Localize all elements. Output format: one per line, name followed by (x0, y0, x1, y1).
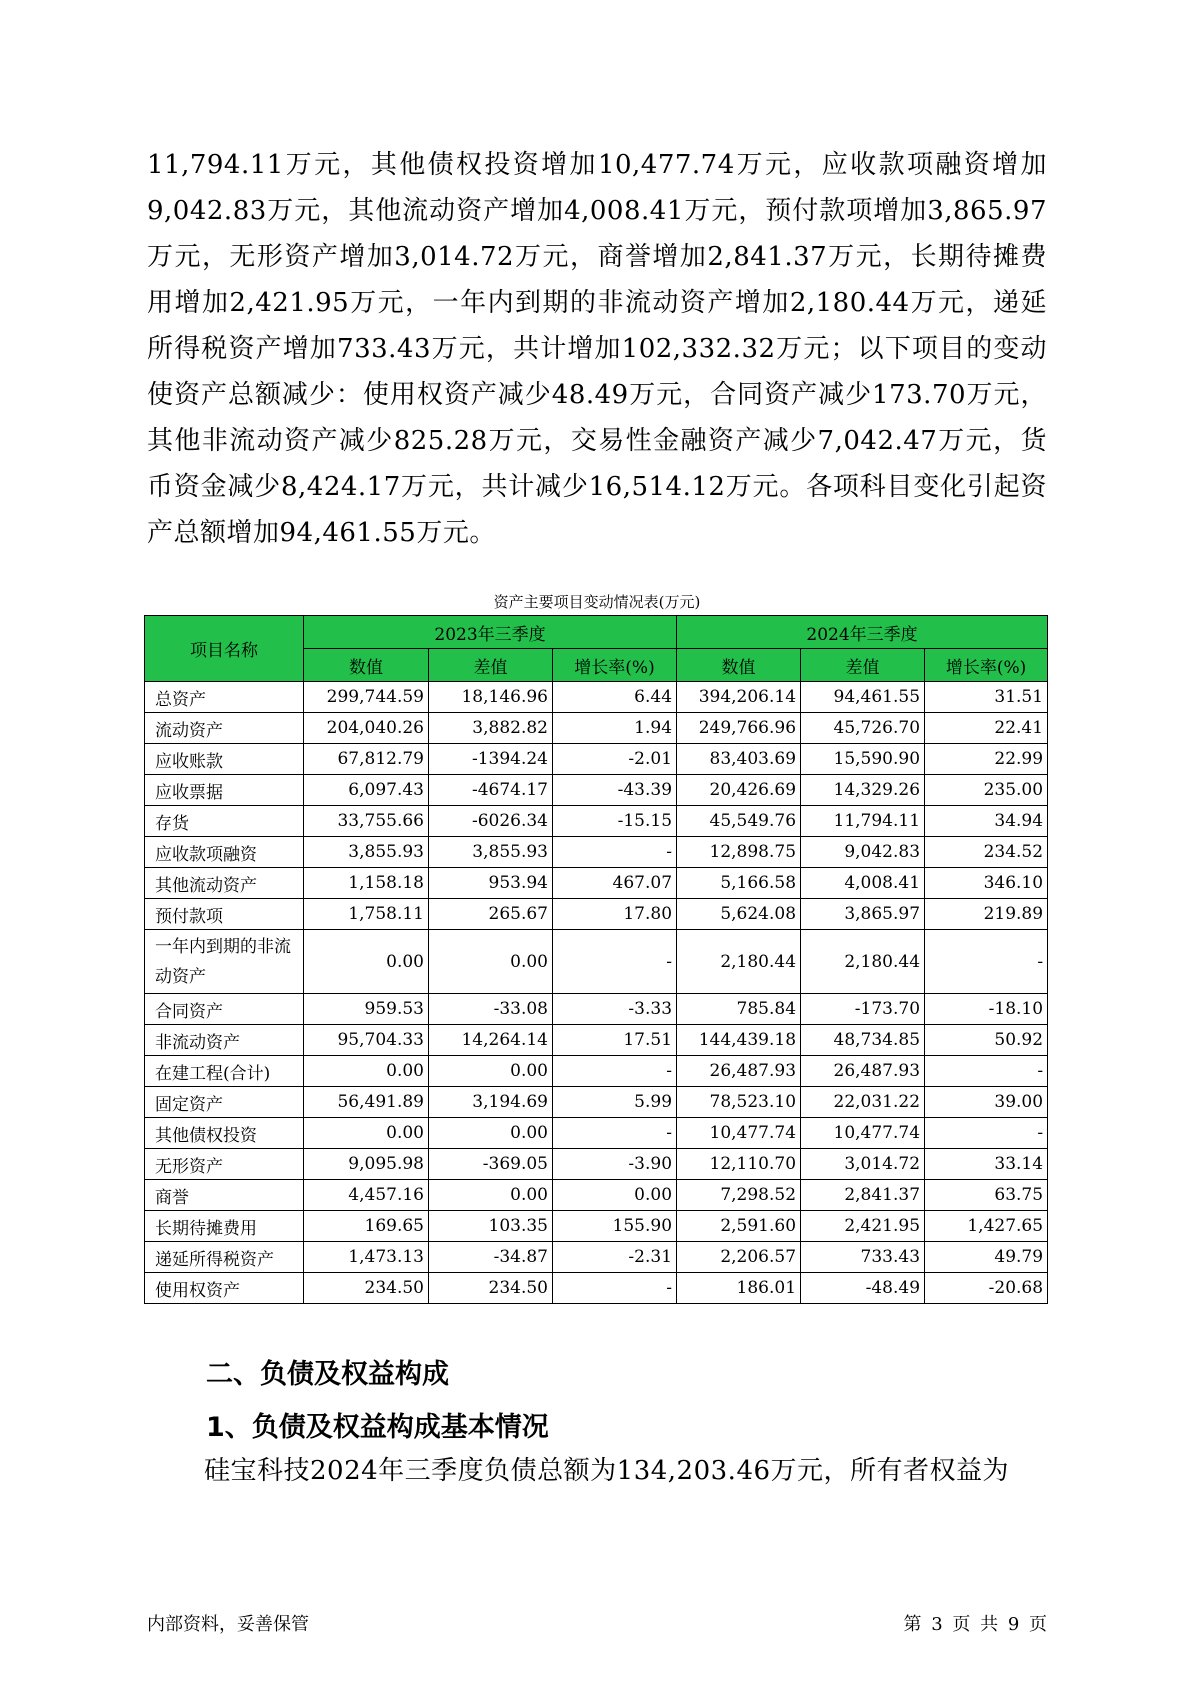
table-cell: - (553, 930, 677, 994)
asset-change-table (144, 615, 1048, 1304)
table-cell: 144,439.18 (677, 1025, 801, 1056)
table-cell: 299,744.59 (304, 682, 429, 713)
table-row (145, 837, 1048, 868)
difference-header: 差值 (429, 649, 553, 682)
table-cell: 45,726.70 (801, 713, 925, 744)
table-cell: 63.75 (925, 1180, 1048, 1211)
table-cell: - (553, 1056, 677, 1087)
table-cell: -369.05 (429, 1149, 553, 1180)
table-cell: 0.00 (304, 930, 429, 994)
table-cell: 733.43 (801, 1242, 925, 1273)
row-item-name: 总资产 (145, 682, 304, 713)
table-row (145, 1149, 1048, 1180)
table-cell: -2.01 (553, 744, 677, 775)
table-cell: -20.68 (925, 1273, 1048, 1304)
table-cell: 1,473.13 (304, 1242, 429, 1273)
table-row (145, 1056, 1048, 1087)
table-cell: 94,461.55 (801, 682, 925, 713)
table-cell: 48,734.85 (801, 1025, 925, 1056)
table-cell: 3,855.93 (429, 837, 553, 868)
table-cell: - (553, 837, 677, 868)
table-row (145, 744, 1048, 775)
table-row (145, 1087, 1048, 1118)
table-cell: 11,794.11 (801, 806, 925, 837)
table-row (145, 713, 1048, 744)
period-header-2023: 2023年三季度 (304, 616, 677, 649)
row-item-name: 固定资产 (145, 1087, 304, 1118)
value-header: 数值 (304, 649, 429, 682)
table-cell: -15.15 (553, 806, 677, 837)
table-cell: 95,704.33 (304, 1025, 429, 1056)
table-row (145, 806, 1048, 837)
table-cell: 22,031.22 (801, 1087, 925, 1118)
table-cell: 7,298.52 (677, 1180, 801, 1211)
table-cell: 33.14 (925, 1149, 1048, 1180)
row-item-name: 应收账款 (145, 744, 304, 775)
table-cell: -6026.34 (429, 806, 553, 837)
table-cell: 83,403.69 (677, 744, 801, 775)
row-item-name: 无形资产 (145, 1149, 304, 1180)
table-row (145, 1242, 1048, 1273)
table-cell: 2,180.44 (801, 930, 925, 994)
table-cell: 249,766.96 (677, 713, 801, 744)
table-row (145, 994, 1048, 1025)
growth-rate-header: 增长率(%) (925, 649, 1048, 682)
table-cell: 265.67 (429, 899, 553, 930)
table-cell: 15,590.90 (801, 744, 925, 775)
table-cell: 22.99 (925, 744, 1048, 775)
table-row (145, 930, 1048, 994)
table-cell: 235.00 (925, 775, 1048, 806)
table-cell: -173.70 (801, 994, 925, 1025)
table-cell: - (925, 1118, 1048, 1149)
growth-rate-header: 增长率(%) (553, 649, 677, 682)
table-cell: 346.10 (925, 868, 1048, 899)
table-row (145, 1118, 1048, 1149)
table-cell: 5.99 (553, 1087, 677, 1118)
footer-confidential-note: 内部资料，妥善保管 (147, 1614, 309, 1635)
table-cell: 234.52 (925, 837, 1048, 868)
table-cell: 17.51 (553, 1025, 677, 1056)
table-cell: 953.94 (429, 868, 553, 899)
table-cell: 9,042.83 (801, 837, 925, 868)
table-row (145, 868, 1048, 899)
table-cell: 234.50 (429, 1273, 553, 1304)
table-cell: 2,206.57 (677, 1242, 801, 1273)
table-cell: -2.31 (553, 1242, 677, 1273)
paragraph-line: 9,042.83万元，其他流动资产增加4,008.41万元，预付款项增加3,865.97 (147, 196, 1047, 226)
period-header-2024: 2024年三季度 (677, 616, 1048, 649)
table-cell: 219.89 (925, 899, 1048, 930)
table-cell: 4,008.41 (801, 868, 925, 899)
row-item-name: 在建工程(合计) (145, 1056, 304, 1087)
table-cell: 34.94 (925, 806, 1048, 837)
table-body (145, 682, 1048, 1304)
row-item-name: 非流动资产 (145, 1025, 304, 1056)
table-cell: 0.00 (429, 930, 553, 994)
table-cell: 204,040.26 (304, 713, 429, 744)
row-item-name: 一年内到期的非流动资产 (145, 930, 304, 994)
footer-page-number: 第 3 页 共 9 页 (903, 1614, 1047, 1635)
table-cell: - (925, 1056, 1048, 1087)
table-cell: 17.80 (553, 899, 677, 930)
table-cell: 169.65 (304, 1211, 429, 1242)
table-cell: 26,487.93 (677, 1056, 801, 1087)
table-caption: 资产主要项目变动情况表(万元) (493, 593, 701, 611)
table-cell: 785.84 (677, 994, 801, 1025)
paragraph-line: 11,794.11万元，其他债权投资增加10,477.74万元，应收款项融资增加 (147, 150, 1047, 180)
row-item-name: 存货 (145, 806, 304, 837)
table-cell: 3,194.69 (429, 1087, 553, 1118)
row-item-name: 递延所得税资产 (145, 1242, 304, 1273)
table-cell: 26,487.93 (801, 1056, 925, 1087)
table-cell: -3.90 (553, 1149, 677, 1180)
table-cell: 2,591.60 (677, 1211, 801, 1242)
table-cell: 1,427.65 (925, 1211, 1048, 1242)
paragraph-line: 用增加2,421.95万元，一年内到期的非流动资产增加2,180.44万元，递延 (147, 288, 1047, 318)
table-cell: 394,206.14 (677, 682, 801, 713)
table-cell: 67,812.79 (304, 744, 429, 775)
table-row (145, 1211, 1048, 1242)
paragraph-line: 所得税资产增加733.43万元，共计增加102,332.32万元；以下项目的变动 (147, 334, 1047, 364)
table-cell: -48.49 (801, 1273, 925, 1304)
section-heading: 二、负债及权益构成 (206, 1359, 449, 1390)
table-cell: 0.00 (429, 1056, 553, 1087)
row-item-name: 长期待摊费用 (145, 1211, 304, 1242)
row-item-name: 应收款项融资 (145, 837, 304, 868)
value-header: 数值 (677, 649, 801, 682)
paragraph-line: 产总额增加94,461.55万元。 (147, 518, 496, 548)
table-cell: 5,166.58 (677, 868, 801, 899)
table-cell: 12,898.75 (677, 837, 801, 868)
table-cell: 0.00 (429, 1180, 553, 1211)
table-row (145, 1025, 1048, 1056)
paragraph-line: 其他非流动资产减少825.28万元，交易性金融资产减少7,042.47万元，货 (147, 426, 1047, 456)
table-cell: -43.39 (553, 775, 677, 806)
table-cell: 14,329.26 (801, 775, 925, 806)
table-cell: 39.00 (925, 1087, 1048, 1118)
table-cell: 6,097.43 (304, 775, 429, 806)
table-cell: 0.00 (304, 1118, 429, 1149)
row-item-name: 其他债权投资 (145, 1118, 304, 1149)
table-cell: 1,158.18 (304, 868, 429, 899)
item-name-header: 项目名称 (145, 616, 304, 682)
table-cell: 4,457.16 (304, 1180, 429, 1211)
table-cell: 12,110.70 (677, 1149, 801, 1180)
row-item-name: 商誉 (145, 1180, 304, 1211)
table-cell: 6.44 (553, 682, 677, 713)
table-cell: -3.33 (553, 994, 677, 1025)
table-cell: 50.92 (925, 1025, 1048, 1056)
table-cell: 155.90 (553, 1211, 677, 1242)
table-cell: 3,855.93 (304, 837, 429, 868)
table-cell: 20,426.69 (677, 775, 801, 806)
subsection-heading: 1、负债及权益构成基本情况 (206, 1412, 549, 1443)
table-cell: 3,882.82 (429, 713, 553, 744)
table-cell: -1394.24 (429, 744, 553, 775)
row-item-name: 合同资产 (145, 994, 304, 1025)
paragraph-line: 使资产总额减少：使用权资产减少48.49万元，合同资产减少173.70万元， (147, 380, 1047, 410)
table-cell: 1.94 (553, 713, 677, 744)
table-cell: -34.87 (429, 1242, 553, 1273)
closing-paragraph: 硅宝科技2024年三季度负债总额为134,203.46万元，所有者权益为 (204, 1456, 1010, 1486)
table-cell: - (553, 1118, 677, 1149)
table-cell: 0.00 (429, 1118, 553, 1149)
table-cell: 2,421.95 (801, 1211, 925, 1242)
table-cell: 186.01 (677, 1273, 801, 1304)
table-cell: 10,477.74 (801, 1118, 925, 1149)
table-cell: -4674.17 (429, 775, 553, 806)
table-cell: 234.50 (304, 1273, 429, 1304)
table-cell: - (925, 930, 1048, 994)
table-row (145, 899, 1048, 930)
table-cell: - (553, 1273, 677, 1304)
table-cell: 10,477.74 (677, 1118, 801, 1149)
row-item-name: 应收票据 (145, 775, 304, 806)
table-cell: 959.53 (304, 994, 429, 1025)
table-cell: 18,146.96 (429, 682, 553, 713)
row-item-name: 使用权资产 (145, 1273, 304, 1304)
table-row (145, 1180, 1048, 1211)
row-item-name: 其他流动资产 (145, 868, 304, 899)
table-cell: 1,758.11 (304, 899, 429, 930)
table-cell: 14,264.14 (429, 1025, 553, 1056)
table-cell: 467.07 (553, 868, 677, 899)
table-cell: 0.00 (304, 1056, 429, 1087)
table-row (145, 1273, 1048, 1304)
table-cell: 3,865.97 (801, 899, 925, 930)
table-cell: 33,755.66 (304, 806, 429, 837)
table-cell: -33.08 (429, 994, 553, 1025)
table-cell: 22.41 (925, 713, 1048, 744)
paragraph-line: 万元，无形资产增加3,014.72万元，商誉增加2,841.37万元，长期待摊费 (147, 242, 1047, 272)
table-cell: 56,491.89 (304, 1087, 429, 1118)
table-cell: 103.35 (429, 1211, 553, 1242)
intro-paragraph (147, 142, 1047, 556)
row-item-name: 预付款项 (145, 899, 304, 930)
table-cell: 5,624.08 (677, 899, 801, 930)
table-cell: 78,523.10 (677, 1087, 801, 1118)
paragraph-line: 币资金减少8,424.17万元，共计减少16,514.12万元。各项科目变化引起资 (147, 472, 1047, 502)
table-cell: 0.00 (553, 1180, 677, 1211)
table-cell: 3,014.72 (801, 1149, 925, 1180)
difference-header: 差值 (801, 649, 925, 682)
table-cell: 2,180.44 (677, 930, 801, 994)
table-cell: 45,549.76 (677, 806, 801, 837)
table-cell: 9,095.98 (304, 1149, 429, 1180)
table-cell: 2,841.37 (801, 1180, 925, 1211)
table-row (145, 775, 1048, 806)
row-item-name: 流动资产 (145, 713, 304, 744)
table-cell: -18.10 (925, 994, 1048, 1025)
table-cell: 49.79 (925, 1242, 1048, 1273)
table-cell: 31.51 (925, 682, 1048, 713)
table-row (145, 682, 1048, 713)
